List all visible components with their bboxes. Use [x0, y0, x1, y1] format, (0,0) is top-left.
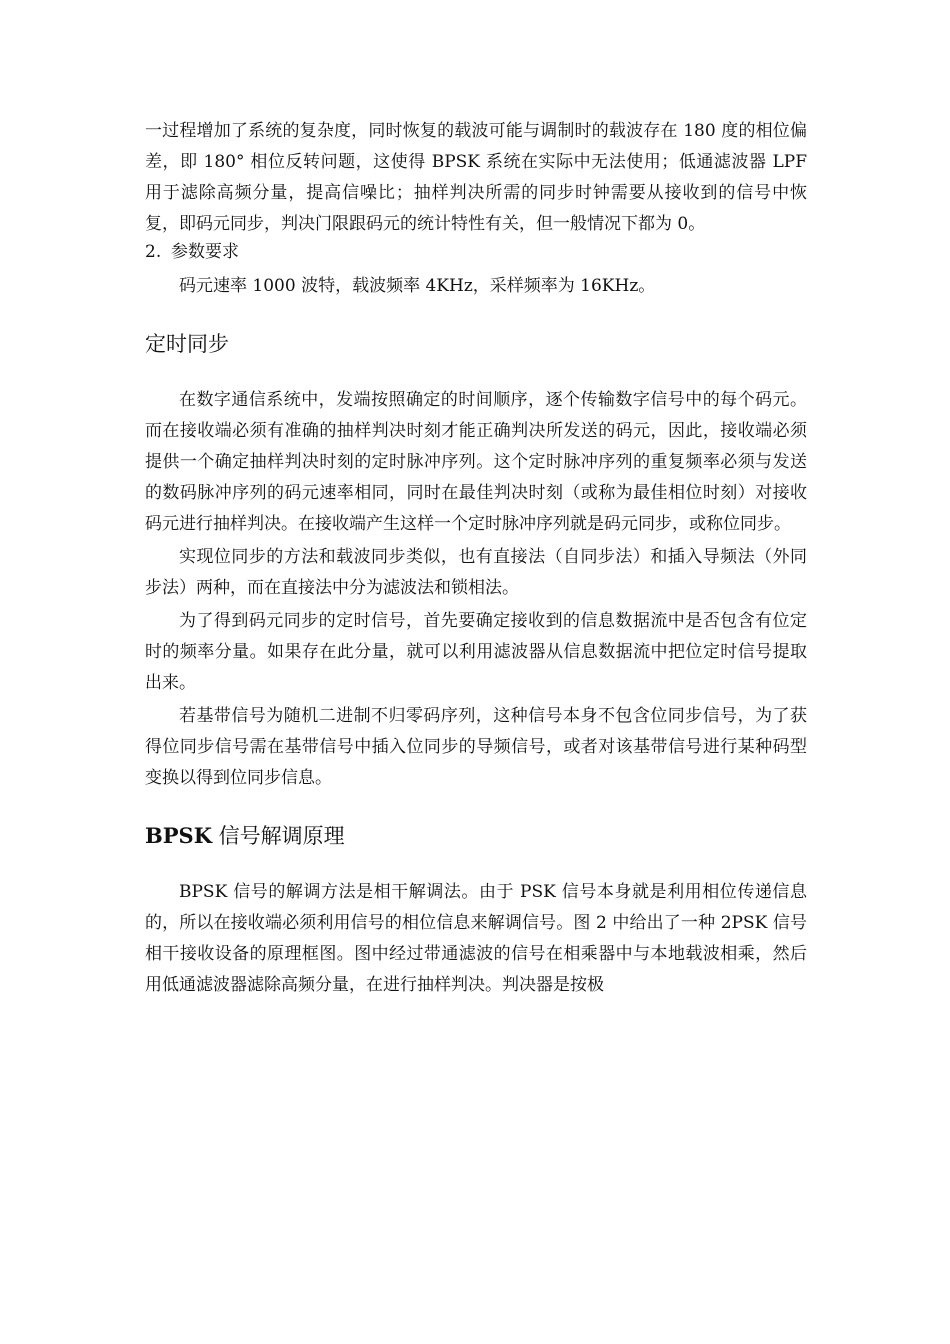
- param-item-number: 2.: [145, 242, 162, 262]
- document-page: [145, 116, 807, 1001]
- timing-paragraph-1: 在数字通信系统中，发端按照确定的时间顺序，逐个传输数字信号中的每个码元。而在接收端必须有准确的抽样判决时刻才能正确判决所发送的码元，因此，接收端必须提供一个确定抽样判决时刻的定时脉冲序列。这个定时脉冲序列的重复频率必须与发送的数码脉冲序列的码元速率相同，同时在最佳判决时刻（或称为最佳相位时刻）对接收码元进行抽样判决。在接收端产生这样一个定时脉冲序列就是码元同步，或称位同步。: [145, 390, 807, 534]
- timing-paragraph-2: 实现位同步的方法和载波同步类似，也有直接法（自同步法）和插入导频法（外同步法）两种，而在直接法中分为滤波法和锁相法。: [145, 547, 807, 598]
- timing-paragraph-3: 为了得到码元同步的定时信号，首先要确定接收到的信息数据流中是否包含有位定时的频率分量。如果存在此分量，就可以利用滤波器从信息数据流中把位定时信号提取出来。: [145, 611, 807, 693]
- params-paragraph: 码元速率 1000 波特，载波频率 4KHz，采样频率为 16KHz。: [179, 276, 656, 296]
- param-item-title: 参数要求: [171, 242, 239, 262]
- param-list-item: [145, 237, 807, 268]
- bpsk-demod-heading: [145, 821, 807, 851]
- timing-paragraph-4: 若基带信号为随机二进制不归零码序列，这种信号本身不包含位同步信号，为了获得位同步信号需在基带信号中插入位同步的导频信号，或者对该基带信号进行某种码型变换以得到位同步信息。: [145, 706, 807, 788]
- bpsk-heading-latin: BPSK: [145, 823, 212, 848]
- timing-sync-heading: 定时同步: [145, 332, 229, 356]
- bpsk-heading-text: 信号解调原理: [211, 824, 345, 848]
- intro-continuation-paragraph: 一过程增加了系统的复杂度，同时恢复的载波可能与调制时的载波存在 180 度的相位偏差，即 180° 相位反转问题，这使得 BPSK 系统在实际中无法使用；低通滤波器 LPF 用于滤除高频分量，提高信噪比；抽样判决所需的同步时钟需要从接收到的信号中恢复，即码元同步，判决门限跟码元的统计特性有关，但一般情况下都为 0。: [145, 121, 807, 234]
- bpsk-paragraph: BPSK 信号的解调方法是相干解调法。由于 PSK 信号本身就是利用相位传递信息的，所以在接收端必须利用信号的相位信息来解调信号。图 2 中给出了一种 2PSK 信号相干接收设备的原理框图。图中经过带通滤波的信号在相乘器中与本地载波相乘，然后用低通滤波器滤除高频分量，在进行抽样判决。判决器是按极: [145, 882, 807, 995]
